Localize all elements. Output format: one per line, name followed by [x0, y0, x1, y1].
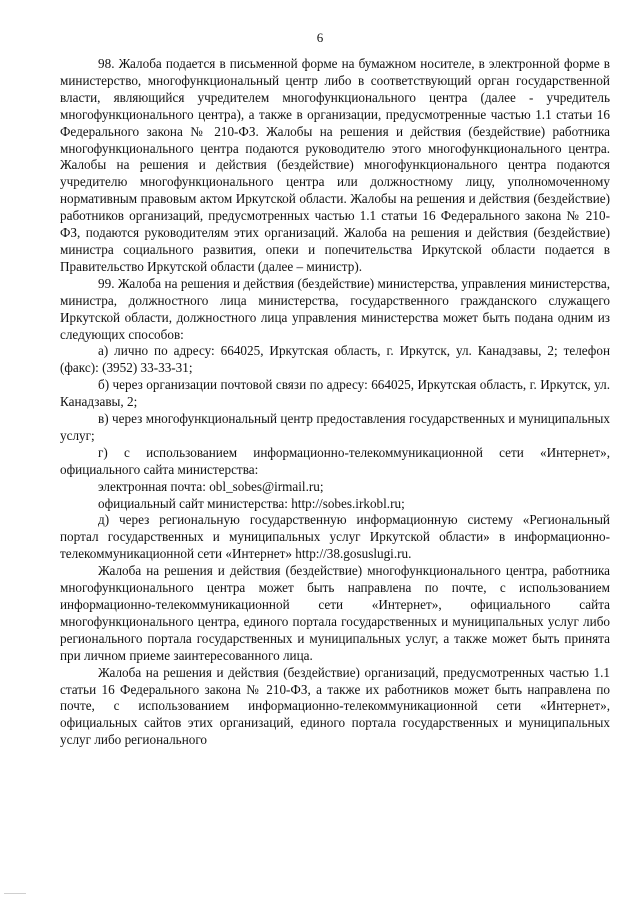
paragraph-99: 99. Жалоба на решения и действия (бездействие) министерства, управления министерства, министра, должностного лица министерства, государственного гражданского служащего Иркутской области, должностного лица управления министерства может быть подана одним из следующих способов: [60, 275, 610, 342]
method-a-in-person: а) лично по адресу: 664025, Иркутская область, г. Иркутск, ул. Канадзавы, 2; телефон (факс): (3952) 33-33-31; [60, 343, 610, 376]
method-v-mfc: в) через многофункциональный центр предоставления государственных и муниципальных услуг; [60, 411, 610, 443]
method-g-internet: г) с использованием информационно-телекоммуникационной сети «Интернет», официального сайта министерства: [60, 444, 610, 477]
document-body [60, 56, 610, 749]
scan-edge-mark [4, 893, 26, 900]
website-line: официальный сайт министерства: http://sobes.irkobl.ru; [98, 495, 405, 511]
paragraph-organizations-complaint: Жалоба на решения и действия (бездействие) организаций, предусмотренных частью 1.1 статьи 16 Федерального закона № 210-ФЗ, а также их работников может быть направлена по почте, с использованием информационно-телекоммуникационной сети «Интернет», официальных сайтов этих организаций, единого портала государственных и муниципальных услуг либо регионального [60, 664, 610, 748]
paragraph-98: 98. Жалоба подается в письменной форме на бумажном носителе, в электронной форме в министерство, многофункциональный центр либо в соответствующий орган государственной власти, являющийся учредителем многофункционального центра (далее - учредитель многофункционального центра), а также в организации, предусмотренные частью 1.1 статьи 16 Федерального закона № 210-ФЗ. Жалобы на решения и действия (бездействие) работника многофункционального центра подаются руководителю этого многофункционального центра. Жалобы на решения и действия (бездействие) многофункционального центра подаются учредителю многофункционального центра или должностному лицу, уполномоченному нормативным правовым актом Иркутской области. Жалобы на решения и действия (бездействие) работников организаций, предусмотренных частью 1.1 статьи 16 Федерального закона № 210-ФЗ, подаются руководителям этих организаций. Жалоба на решения и действия (бездействие) министра социального развития, опеки и попечительства Иркутской области подается в Правительство Иркутской области (далее – министр). [60, 56, 610, 274]
paragraph-mfc-complaint: Жалоба на решения и действия (бездействие) многофункционального центра, работника многофункционального центра может быть направлена по почте, с использованием информационно-телекоммуникационной сети «Интернет», официального сайта многофункционального центра, единого портала государственных и муниципальных услуг либо регионального портала государственных и муниципальных услуг, а также может быть принята при личном приеме заинтересованного лица. [60, 563, 610, 663]
method-b-post: б) через организации почтовой связи по адресу: 664025, Иркутская область, г. Иркутск, ул. Канадзавы, 2; [60, 377, 610, 410]
method-d-portal: д) через региональную государственную информационную систему «Региональный портал государственных и муниципальных услуг Иркутской области» в информационно-телекоммуникационной сети «Интернет» http://38.gosuslugi.ru. [60, 512, 610, 562]
email-line: электронная почта: obl_sobes@irmail.ru; [98, 478, 324, 494]
page-number: 6 [316, 30, 324, 45]
